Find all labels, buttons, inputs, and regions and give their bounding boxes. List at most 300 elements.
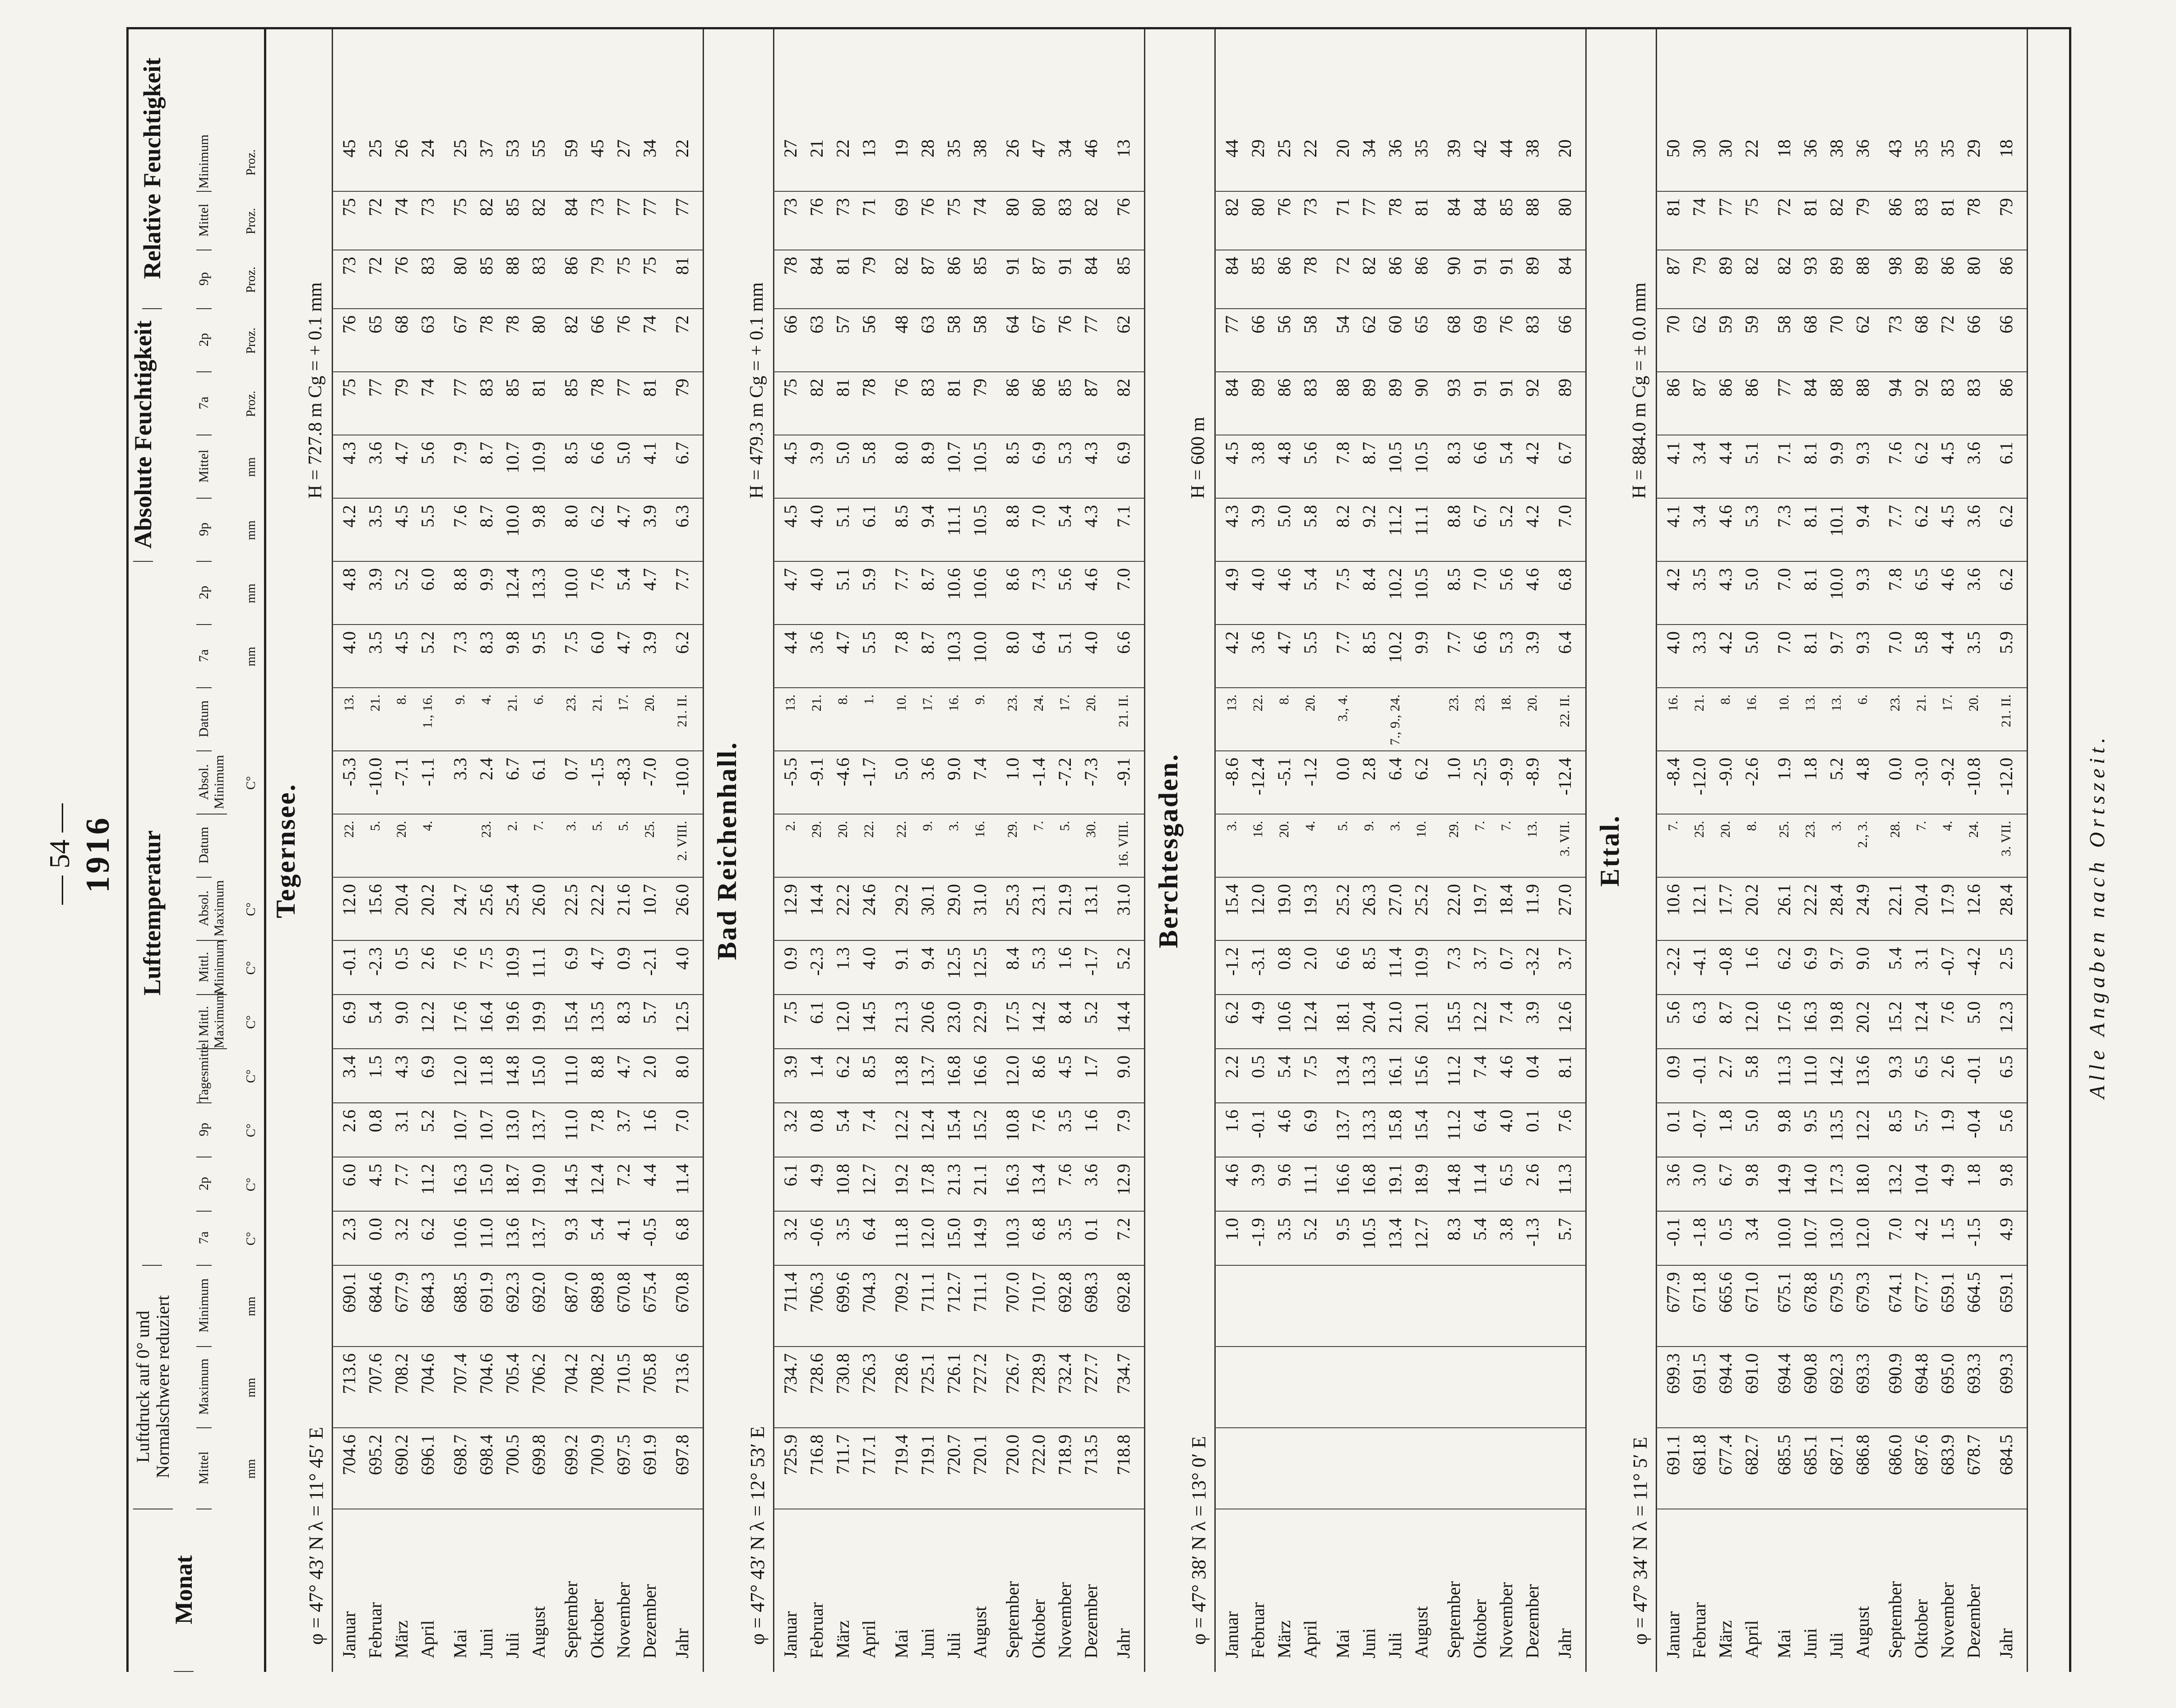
table-cell: 80	[1028, 198, 1049, 216]
table-row	[1994, 29, 2019, 1672]
table-cell: 64	[1002, 315, 1023, 333]
table-cell: 22.2	[833, 884, 853, 916]
table-cell: 20.	[1525, 694, 1540, 712]
table-cell: 12.4	[917, 1110, 938, 1141]
table-row	[638, 29, 662, 1672]
table-cell: 8.5	[1359, 947, 1379, 970]
table-row	[942, 29, 966, 1672]
table-cell: 10.7	[476, 1110, 496, 1141]
table-cell: 9.6	[1274, 1164, 1294, 1186]
table-cell: 5.1	[833, 568, 853, 591]
table-cell: 7.3	[1774, 505, 1794, 528]
table-cell: 3.4	[1741, 1218, 1762, 1240]
month-label: März	[833, 1620, 853, 1658]
table-cell: 10.7	[944, 442, 964, 473]
table-cell: 7.9	[1113, 1110, 1134, 1132]
table-cell: 12.2	[1852, 1110, 1873, 1141]
table-cell: 12.7	[859, 1164, 879, 1195]
table-cell: 87	[917, 257, 938, 275]
table-cell: 692.3	[1826, 1353, 1847, 1394]
table-cell: 4.7	[613, 1055, 634, 1078]
column-unit: mm	[244, 647, 258, 667]
table-cell: 23.0	[944, 1001, 964, 1033]
table-cell: 11.1	[944, 505, 964, 536]
table-cell: 48	[891, 315, 912, 333]
table-cell: 28.4	[1996, 884, 2016, 916]
table-cell: 0.0	[1333, 758, 1353, 780]
table-cell: 34	[639, 139, 660, 157]
table-cell: 8.	[1277, 694, 1292, 705]
table-cell: 705.8	[639, 1353, 660, 1394]
table-cell: 8.	[1744, 821, 1759, 831]
table-cell: 8.5	[859, 1055, 879, 1078]
table-cell: 20.	[1083, 694, 1098, 712]
table-cell: 20	[1333, 139, 1353, 157]
table-cell: 3.	[564, 821, 579, 831]
table-row	[805, 29, 829, 1672]
table-cell: 8.0	[891, 442, 912, 464]
table-cell: 12.5	[970, 947, 990, 979]
table-cell: 10.0	[502, 505, 523, 537]
table-cell: 68	[1444, 315, 1464, 333]
table-cell: -1.7	[1081, 947, 1101, 976]
column-unit: C°	[244, 1232, 258, 1245]
table-cell: 85	[970, 257, 990, 275]
table-cell: 81	[1663, 198, 1683, 216]
table-cell: 12.0	[339, 884, 359, 916]
table-cell: 28	[917, 139, 938, 157]
table-cell: 4.8	[1852, 758, 1873, 780]
station-name: Bad Reichenhall.	[712, 741, 742, 960]
table-cell: 7.0	[1470, 568, 1490, 591]
rule	[1144, 29, 1145, 1672]
table-cell: 89	[1385, 379, 1405, 397]
table-cell: 13.5	[587, 1001, 607, 1033]
table-cell: 6.9	[561, 947, 581, 970]
table-cell: 4.6	[1496, 1055, 1516, 1078]
table-cell: 11.3	[1555, 1164, 1575, 1195]
table-cell: 7.6	[450, 505, 470, 528]
table-cell: 6.4	[1385, 758, 1405, 780]
table-cell: 46	[1081, 139, 1101, 157]
table-cell: 29.	[809, 821, 824, 838]
table-cell: 3.6	[1963, 568, 1984, 591]
table-cell: 16.	[946, 694, 961, 712]
table-cell: 4.4	[639, 1164, 660, 1186]
table-cell: 88	[1522, 198, 1542, 216]
table-cell: 2.2	[1222, 1055, 1242, 1078]
table-row	[363, 29, 388, 1672]
table-cell: 8.3	[476, 631, 496, 654]
table-cell: 21.	[1692, 694, 1707, 712]
table-cell: 8.0	[561, 505, 581, 528]
table-cell: 678.7	[1963, 1435, 1984, 1475]
column-divider	[773, 191, 1144, 192]
table-cell: -10.8	[1963, 758, 1984, 796]
table-cell: 26	[391, 139, 412, 157]
table-cell: 15.5	[1444, 1001, 1464, 1033]
table-cell: -3.1	[1248, 947, 1268, 976]
table-cell: 7.5	[780, 1001, 801, 1024]
table-cell: -1.4	[1028, 758, 1049, 787]
table-cell: 58	[1774, 315, 1794, 333]
table-row	[1553, 29, 1577, 1672]
table-cell: 83	[917, 379, 938, 397]
table-row	[1000, 29, 1025, 1672]
table-cell: 7.7	[391, 1164, 412, 1186]
table-cell: 62	[1689, 315, 1709, 333]
table-row	[1246, 29, 1270, 1672]
table-cell: 3.9	[1522, 1001, 1542, 1024]
table-cell: 7.2	[1113, 1218, 1134, 1240]
table-cell: 4.0	[1496, 1110, 1516, 1132]
table-cell: 3.5	[1274, 1218, 1294, 1240]
table-cell: 9.	[972, 694, 987, 705]
climate-table	[126, 27, 2071, 1672]
table-cell: 23.	[564, 694, 579, 712]
table-cell: 694.8	[1911, 1353, 1931, 1394]
table-cell: 697.5	[613, 1435, 634, 1475]
table-cell: 4.9	[806, 1164, 827, 1186]
table-cell: 8.7	[1715, 1001, 1736, 1024]
table-cell: 10.8	[833, 1164, 853, 1195]
table-cell: 675.1	[1774, 1272, 1794, 1313]
table-cell: 18.0	[1852, 1164, 1873, 1195]
table-cell: 23.	[1803, 821, 1818, 838]
table-cell: 77	[450, 379, 470, 397]
table-cell: 22.	[342, 821, 356, 838]
table-cell: 6.2	[1222, 1001, 1242, 1024]
table-cell: 86	[1028, 379, 1049, 397]
table-cell: 11.1	[1300, 1164, 1320, 1195]
column-header: Maximum	[196, 1346, 212, 1428]
table-cell: 18.9	[1411, 1164, 1431, 1195]
table-cell: 85	[502, 198, 523, 216]
column-divider	[1656, 994, 2027, 995]
table-cell: 75	[613, 257, 634, 275]
table-cell: 13.7	[528, 1218, 549, 1250]
table-cell: 73	[417, 198, 438, 216]
table-cell: 6.7	[672, 442, 692, 464]
month-label: März	[391, 1620, 412, 1658]
column-unit: C°	[244, 903, 258, 916]
table-cell: 3.3	[1689, 631, 1709, 654]
table-cell: 691.9	[476, 1272, 496, 1313]
table-cell: 5.7	[639, 1001, 660, 1024]
table-cell: 79	[391, 379, 412, 397]
table-cell: 686.0	[1885, 1435, 1905, 1475]
month-label: Jahr	[1113, 1628, 1134, 1658]
table-cell: -1.1	[417, 758, 438, 787]
table-cell: 7.4	[859, 1110, 879, 1132]
table-cell: 58	[944, 315, 964, 333]
table-cell: -4.1	[1689, 947, 1709, 976]
table-cell: 698.4	[476, 1435, 496, 1475]
table-cell: 1.0	[1002, 758, 1023, 780]
table-cell: -12.4	[1555, 758, 1575, 796]
table-cell: 727.2	[970, 1353, 990, 1394]
column-divider	[1656, 877, 2027, 878]
month-label: Oktober	[1028, 1599, 1049, 1658]
table-cell: 5.2	[417, 1110, 438, 1132]
table-cell: 4.2	[1715, 631, 1736, 654]
table-cell: 9.	[1361, 821, 1376, 831]
table-cell: 11.8	[891, 1218, 912, 1249]
table-cell: 9.9	[1411, 631, 1431, 654]
table-cell: 699.2	[561, 1435, 581, 1475]
table-cell: 83	[417, 257, 438, 275]
table-cell: 12.2	[891, 1110, 912, 1141]
table-cell: 6.5	[1496, 1164, 1516, 1186]
table-cell: 84	[1222, 257, 1242, 275]
table-cell: 720.7	[944, 1435, 964, 1475]
month-label: September	[1444, 1581, 1464, 1658]
month-label: September	[1002, 1581, 1023, 1658]
column-divider	[1214, 814, 1585, 815]
table-cell: 89	[1248, 379, 1268, 397]
table-row	[1409, 29, 1434, 1672]
table-cell: 706.3	[806, 1272, 827, 1313]
table-cell: 28.	[1888, 821, 1903, 838]
table-cell: 17.	[1940, 694, 1955, 712]
table-cell: 72	[672, 315, 692, 333]
table-cell: 7.5	[1333, 568, 1353, 591]
table-cell: 7.0	[1113, 568, 1134, 591]
table-cell: 5.	[1335, 821, 1350, 831]
table-cell: 38	[970, 139, 990, 157]
year-heading: 1916	[79, 815, 116, 893]
table-cell: 83	[1300, 379, 1320, 397]
table-cell: 691.9	[639, 1435, 660, 1475]
table-cell: 8.8	[587, 1055, 607, 1078]
table-cell: 83	[528, 257, 549, 275]
station-height: H = 727.8 m Cg = + 0.1 mm	[305, 282, 326, 499]
table-cell: -7.0	[639, 758, 660, 787]
table-cell: 7.6	[450, 947, 470, 970]
table-cell: 13.	[342, 694, 356, 712]
table-row	[611, 29, 636, 1672]
table-cell: 5.1	[833, 505, 853, 528]
table-cell: 4.8	[339, 568, 359, 591]
table-cell: 62	[1359, 315, 1379, 333]
table-cell: 16.3	[1800, 1001, 1820, 1033]
table-cell: 8.8	[1444, 505, 1464, 528]
table-row	[1494, 29, 1519, 1672]
table-cell: 73	[587, 198, 607, 216]
table-cell: 5.2	[1826, 758, 1847, 780]
table-cell: 689.8	[587, 1272, 607, 1313]
table-cell: 82	[1774, 257, 1794, 275]
month-label: März	[1274, 1620, 1294, 1658]
table-cell: 671.0	[1741, 1272, 1762, 1313]
table-cell: 664.5	[1963, 1272, 1984, 1313]
table-cell: 84	[1555, 257, 1575, 275]
relative-feuchtigkeit-header: Relative Feuchtigkeit	[142, 28, 162, 309]
table-cell: 6.2	[1911, 442, 1931, 464]
table-cell: 3.9	[1248, 1164, 1268, 1186]
table-cell: 16. VIII.	[1116, 821, 1131, 868]
table-cell: 82	[561, 315, 581, 333]
table-cell: 6.	[1855, 694, 1870, 705]
table-cell: 3.5	[365, 631, 385, 654]
table-cell: 700.9	[587, 1435, 607, 1475]
table-cell: 9.9	[476, 568, 496, 591]
table-cell: 4.1	[1663, 505, 1683, 528]
column-divider	[1656, 1346, 2027, 1347]
table-cell: 20.6	[917, 1001, 938, 1033]
table-cell: 10.6	[970, 568, 990, 600]
table-cell: -1.5	[1963, 1218, 1984, 1247]
table-cell: 8.5	[891, 505, 912, 528]
table-cell: 10.	[894, 694, 909, 712]
table-cell: 7.3	[1444, 947, 1464, 970]
table-cell: 9.0	[1852, 947, 1873, 970]
table-cell: 3.	[1388, 821, 1403, 831]
table-cell: 14.0	[1800, 1164, 1820, 1195]
table-cell: 85	[1496, 198, 1516, 216]
table-cell: 699.8	[528, 1435, 549, 1475]
table-row	[831, 29, 855, 1672]
table-cell: 6.6	[1333, 947, 1353, 970]
column-divider	[1656, 1102, 2027, 1103]
table-cell: 3.5	[1055, 1218, 1075, 1240]
table-cell: 4.3	[391, 1055, 412, 1078]
table-cell: 63	[806, 315, 827, 333]
table-cell: 677.9	[1663, 1272, 1683, 1313]
table-cell: 29	[1963, 139, 1984, 157]
table-cell: 696.1	[417, 1435, 438, 1475]
table-cell: 20.4	[391, 884, 412, 916]
table-cell: 698.7	[450, 1435, 470, 1475]
table-cell: 3.9	[639, 631, 660, 654]
table-cell: 4.1	[1663, 442, 1683, 464]
table-cell: 12.9	[780, 884, 801, 916]
table-cell: 10.8	[1002, 1110, 1023, 1141]
table-cell: 6.9	[1300, 1110, 1320, 1132]
table-row	[670, 29, 694, 1672]
table-cell: 8.0	[1002, 631, 1023, 654]
table-cell: 78	[587, 379, 607, 397]
table-cell: 84	[806, 257, 827, 275]
table-cell: 19.7	[1470, 884, 1490, 916]
table-row	[1053, 29, 1077, 1672]
table-cell: 81	[833, 257, 853, 275]
table-cell: 14.9	[1774, 1164, 1794, 1195]
table-cell: 4.9	[1996, 1218, 2016, 1240]
table-cell: 726.3	[859, 1353, 879, 1394]
table-cell: 88	[1852, 379, 1873, 397]
table-cell: 10.2	[1385, 631, 1405, 663]
table-cell: 7.0	[1028, 505, 1049, 528]
table-cell: 93	[1444, 379, 1464, 397]
table-cell: 8.6	[1002, 568, 1023, 591]
table-cell: 84	[1800, 379, 1820, 397]
table-cell: 22.0	[1444, 884, 1464, 916]
table-cell: 4.2	[1663, 568, 1683, 591]
table-cell: 725.9	[780, 1435, 801, 1475]
table-cell: 13.7	[1333, 1110, 1353, 1141]
table-cell: 30.1	[917, 884, 938, 916]
table-cell: -12.0	[1996, 758, 2016, 796]
table-cell: 694.4	[1774, 1353, 1794, 1394]
table-cell: 8.	[835, 694, 850, 705]
month-label: Dezember	[1081, 1584, 1101, 1658]
table-cell: 63	[917, 315, 938, 333]
table-cell: 8.1	[1800, 442, 1820, 464]
table-cell: 21	[806, 139, 827, 157]
table-cell: -1.2	[1300, 758, 1320, 787]
table-cell: 4.7	[613, 505, 634, 528]
column-unit: mm	[244, 583, 258, 603]
table-cell: 4.3	[339, 442, 359, 464]
table-cell: 8.	[1718, 694, 1733, 705]
table-cell: 66	[587, 315, 607, 333]
table-cell: 78	[502, 315, 523, 333]
table-cell: 7.7	[891, 568, 912, 591]
table-cell: 75	[1741, 198, 1762, 216]
table-cell: 3.9	[365, 568, 385, 591]
table-cell: 716.8	[806, 1435, 827, 1475]
table-cell: 2.	[783, 821, 798, 831]
table-cell: 4.2	[1911, 1218, 1931, 1240]
table-cell: 7.	[1914, 821, 1929, 831]
table-cell: 77	[613, 379, 634, 397]
table-cell: 66	[1248, 315, 1268, 333]
table-cell: 35	[1911, 139, 1931, 157]
table-cell: 21.1	[970, 1164, 990, 1195]
table-cell: 83	[1055, 198, 1075, 216]
table-cell: -9.2	[1937, 758, 1958, 787]
table-cell: 15.6	[1411, 1055, 1431, 1087]
table-cell: 5.6	[1496, 568, 1516, 591]
table-cell: 6.2	[1411, 758, 1431, 780]
table-cell: 0.9	[780, 947, 801, 970]
table-cell: 1.0	[1444, 758, 1464, 780]
table-cell: 710.5	[613, 1353, 634, 1394]
table-cell: 14.8	[1444, 1164, 1464, 1195]
table-cell: 23.	[1472, 694, 1487, 712]
table-cell: 5.	[368, 821, 383, 831]
table-cell: 42	[1470, 139, 1490, 157]
table-cell: 9.8	[502, 631, 523, 654]
table-cell: 20.	[642, 694, 657, 712]
table-cell: 92	[1522, 379, 1542, 397]
table-cell: 4.0	[859, 947, 879, 970]
table-cell: 8.6	[1028, 1055, 1049, 1078]
table-cell: 35	[1937, 139, 1958, 157]
table-cell: 11.9	[1522, 884, 1542, 915]
table-cell: 704.6	[339, 1435, 359, 1475]
table-cell: 7.5	[1300, 1055, 1320, 1078]
table-cell: 15.4	[561, 1001, 581, 1033]
column-divider	[332, 1265, 703, 1266]
column-header: Mittel	[196, 1427, 212, 1509]
table-cell: 12.0	[917, 1218, 938, 1250]
table-cell: 82	[806, 379, 827, 397]
table-cell: 677.9	[391, 1272, 412, 1313]
rule	[773, 29, 774, 1672]
table-cell: 12.4	[587, 1164, 607, 1195]
table-cell: 16.	[972, 821, 987, 838]
table-cell: -0.1	[339, 947, 359, 976]
table-row	[1713, 29, 1738, 1672]
column-divider	[332, 1346, 703, 1347]
table-cell: 13.4	[1333, 1055, 1353, 1087]
table-cell: -9.1	[1113, 758, 1134, 787]
table-cell: 12.0	[1741, 1001, 1762, 1033]
table-cell: 23.	[1005, 694, 1020, 712]
rule	[332, 29, 333, 1672]
